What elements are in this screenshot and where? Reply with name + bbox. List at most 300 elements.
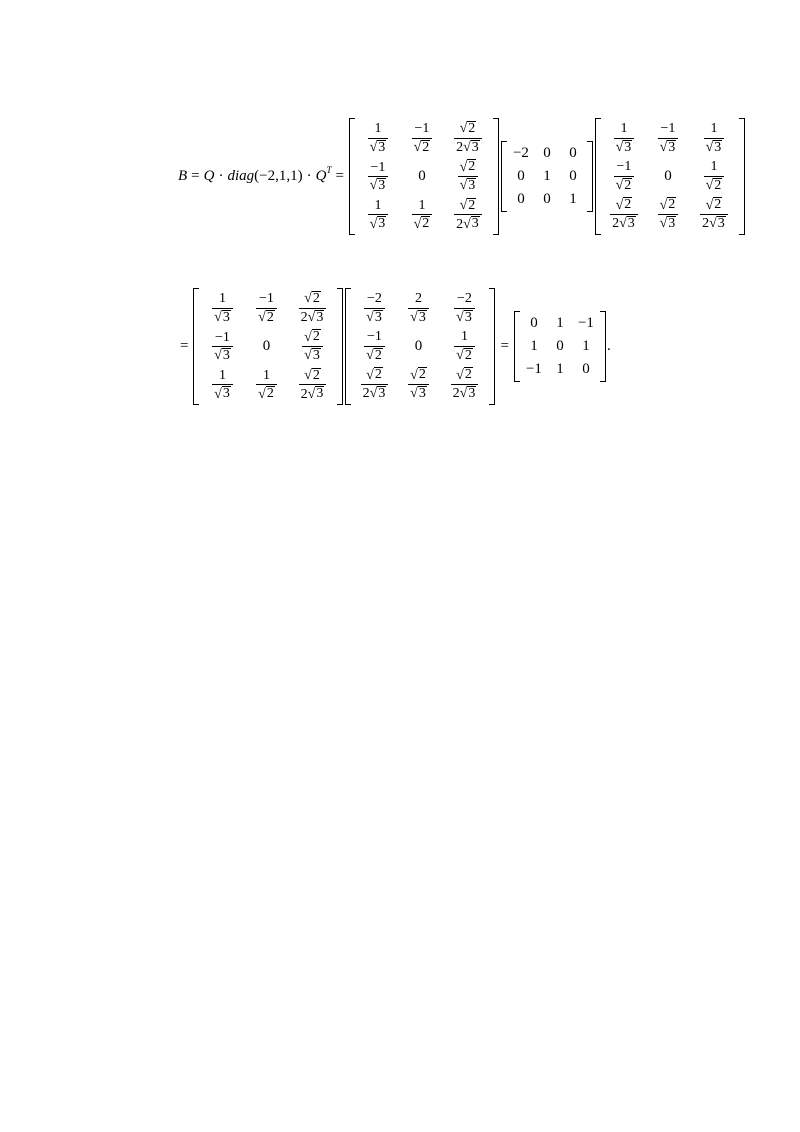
denominator [454, 214, 482, 232]
radicand: 2 [312, 329, 320, 345]
matrix-entry [364, 329, 385, 363]
denominator [614, 176, 635, 194]
radicand: 3 [714, 139, 722, 155]
radicand: 3 [374, 309, 382, 325]
equation-line-2 [176, 288, 611, 405]
matrix-entry [368, 121, 389, 155]
radical-sign: √ [369, 216, 378, 232]
denominator [704, 138, 725, 156]
matrix-d-qt-product [345, 288, 495, 405]
fraction [364, 329, 385, 363]
denominator [299, 384, 327, 402]
matrix-entry [212, 330, 233, 364]
numerator [658, 121, 677, 137]
radical-sign: √ [459, 159, 468, 175]
matrix-entry [412, 198, 433, 232]
fraction [212, 368, 233, 402]
sqrt-expression [258, 310, 275, 326]
radical-sign: √ [413, 216, 422, 232]
matrix-entry [364, 291, 385, 325]
radicand: 3 [624, 139, 632, 155]
matrix-entry [614, 159, 635, 193]
numerator [459, 329, 470, 345]
math-text: 1 [710, 121, 718, 137]
math-text: 1 [262, 367, 270, 383]
matrix-entry: 0 [418, 168, 426, 185]
radicand: 3 [316, 309, 324, 325]
sqrt-expression [414, 140, 431, 156]
matrix-q-transpose [595, 118, 745, 235]
fraction [451, 367, 479, 401]
fraction [412, 121, 433, 155]
numerator [704, 197, 725, 214]
matrix-entry [412, 121, 433, 155]
coefficient: 2 [362, 386, 370, 402]
variable-q-transpose: Q [315, 168, 327, 185]
denominator [368, 176, 389, 194]
denominator [212, 346, 233, 364]
radical-sign: √ [705, 197, 714, 213]
radicand: 2 [468, 159, 476, 175]
matrix-entry: 0 [517, 168, 525, 185]
fraction [299, 368, 327, 402]
radicand: 2 [418, 367, 426, 383]
numerator [454, 367, 475, 384]
radicand: 3 [312, 348, 320, 364]
denominator [256, 384, 277, 402]
matrix-entry [454, 121, 482, 155]
sqrt-expression [214, 310, 231, 326]
fraction [614, 159, 635, 193]
radical-sign: √ [410, 367, 418, 383]
denominator [256, 308, 277, 326]
radicand: 2 [468, 121, 476, 136]
numerator [365, 329, 384, 345]
math-text: −2 [457, 291, 472, 307]
matrix-entry: 0 [517, 191, 525, 208]
math-text: 1 [218, 291, 226, 307]
matrix-entry [299, 368, 327, 402]
fraction [454, 198, 482, 232]
fraction [361, 367, 389, 401]
numerator [416, 198, 427, 214]
radicand: 2 [374, 347, 382, 363]
sqrt-expression [456, 216, 480, 232]
math-text: 1 [374, 121, 382, 137]
matrix-entry: 0 [664, 167, 672, 184]
numerator [458, 198, 479, 215]
radicand: 2 [374, 367, 382, 383]
radical-sign: √ [615, 178, 624, 194]
math-text: −1 [215, 329, 230, 345]
fraction [212, 291, 233, 325]
math-text: −1 [616, 159, 632, 175]
sqrt-expression [366, 348, 383, 364]
fraction [302, 329, 323, 363]
dot-operator-2: · [306, 168, 312, 185]
denominator [368, 138, 389, 156]
matrix-entry [454, 329, 475, 363]
sqrt-expression [304, 329, 321, 345]
matrix-entry [614, 121, 635, 155]
matrix-entry [704, 159, 725, 193]
sqrt-expression [660, 197, 677, 213]
matrix-entry: 0 [556, 338, 564, 355]
sqrt-expression [706, 140, 723, 156]
radicand: 3 [418, 309, 426, 325]
fraction [614, 121, 635, 155]
fraction [368, 121, 389, 155]
numerator [618, 121, 629, 137]
sqrt-expression [366, 367, 383, 383]
radical-sign: √ [366, 309, 374, 325]
denominator [408, 308, 429, 326]
matrix-entry [700, 197, 728, 231]
fraction [412, 198, 433, 232]
numerator [217, 291, 228, 307]
sqrt-expression [616, 140, 633, 156]
radical-sign: √ [214, 309, 222, 325]
denominator [212, 384, 233, 402]
numerator [614, 159, 633, 175]
numerator [455, 291, 474, 307]
radical-sign: √ [615, 197, 624, 213]
coefficient: 2 [300, 386, 308, 402]
coefficient: 2 [456, 139, 464, 155]
fraction [364, 291, 385, 325]
radicand: 2 [312, 367, 320, 383]
matrix-entry: −1 [577, 315, 594, 332]
radicand: 2 [714, 177, 722, 193]
fraction [704, 121, 725, 155]
denominator [361, 384, 389, 402]
fraction [368, 160, 389, 194]
variable-q: Q [203, 168, 215, 185]
denominator [704, 176, 725, 194]
radical-sign: √ [410, 309, 418, 325]
numerator [708, 159, 719, 175]
fraction [368, 198, 389, 232]
radical-sign: √ [456, 309, 464, 325]
matrix-entry: 0 [582, 361, 590, 378]
math-text: 1 [620, 121, 628, 137]
radicand: 2 [668, 197, 676, 213]
denominator [658, 214, 679, 232]
sqrt-expression [214, 348, 231, 364]
radicand: 3 [222, 309, 230, 325]
radical-sign: √ [456, 367, 464, 383]
coefficient: 2 [300, 309, 308, 325]
equals-sign: = [191, 168, 200, 185]
numerator [302, 368, 323, 385]
radicand: 2 [464, 347, 472, 363]
math-text: −1 [259, 291, 274, 307]
period: . [606, 338, 611, 355]
radical-sign: √ [459, 178, 468, 194]
radical-sign: √ [304, 368, 312, 384]
fraction [610, 197, 638, 231]
radical-sign: √ [410, 386, 418, 402]
denominator [451, 384, 479, 402]
sqrt-expression [460, 159, 477, 175]
sqrt-expression [456, 310, 473, 326]
radical-sign: √ [659, 139, 668, 155]
radicand: 3 [378, 386, 386, 402]
sqrt-expression [410, 386, 427, 402]
radicand: 3 [627, 216, 635, 232]
radical-sign: √ [304, 291, 312, 307]
radicand: 3 [668, 216, 676, 232]
denominator [299, 308, 327, 326]
radical-sign: √ [619, 216, 627, 232]
equation-line-1 [178, 118, 746, 235]
denominator [610, 214, 638, 232]
denominator [364, 346, 385, 364]
denominator [700, 214, 728, 232]
fraction [256, 291, 277, 325]
numerator [408, 367, 429, 384]
sqrt-expression [453, 386, 477, 402]
fraction [454, 329, 475, 363]
matrix-entry: 0 [569, 145, 577, 162]
sqrt-expression [410, 367, 427, 383]
denominator [454, 308, 475, 326]
radical-sign: √ [214, 348, 222, 364]
math-text: −1 [414, 121, 430, 137]
matrix-q [349, 118, 499, 235]
sqrt-expression [410, 310, 427, 326]
radical-sign: √ [366, 367, 374, 383]
denominator [458, 176, 479, 194]
radicand: 2 [464, 367, 472, 383]
fraction [212, 330, 233, 364]
sqrt-expression [460, 121, 477, 137]
sqrt-expression [616, 178, 633, 194]
sqrt-expression [370, 140, 387, 156]
matrix-entry: 0 [543, 191, 551, 208]
matrix-entry [361, 367, 389, 401]
sqrt-expression [258, 386, 275, 402]
math-text: −1 [370, 159, 386, 175]
denominator [614, 138, 635, 156]
numerator [372, 198, 383, 214]
matrix-entry: 0 [414, 337, 423, 354]
sqrt-expression [366, 310, 383, 326]
radicand: 3 [471, 139, 479, 155]
radical-sign: √ [459, 121, 468, 137]
matrix-entry: 1 [530, 338, 538, 355]
matrix-entry [299, 291, 327, 325]
denominator [408, 384, 429, 402]
diag-function: diag [227, 168, 255, 185]
sqrt-expression [612, 216, 636, 232]
matrix-entry [658, 197, 679, 231]
radical-sign: √ [369, 178, 378, 194]
coefficient: 2 [612, 216, 620, 232]
matrix-entry: 1 [556, 361, 564, 378]
radical-sign: √ [258, 386, 266, 402]
numerator [217, 368, 228, 384]
radicand: 3 [464, 309, 472, 325]
matrix-entry [368, 160, 389, 194]
fraction [658, 197, 679, 231]
fraction [299, 291, 327, 325]
numerator [368, 160, 387, 176]
numerator [658, 197, 679, 214]
numerator [302, 291, 323, 308]
math-text: −2 [367, 291, 382, 307]
coefficient: 2 [702, 216, 710, 232]
math-text: −1 [367, 329, 382, 345]
denominator [412, 214, 433, 232]
transpose-superscript: T [326, 164, 332, 175]
math-text: 1 [218, 367, 226, 383]
radical-sign: √ [659, 216, 668, 232]
denominator [302, 346, 323, 364]
sqrt-expression [214, 386, 231, 402]
radicand: 2 [266, 309, 274, 325]
matrix-entry [704, 121, 725, 155]
radicand: 2 [312, 291, 320, 306]
matrix-entry [408, 367, 429, 401]
matrix-entry: 1 [556, 315, 564, 332]
radical-sign: √ [369, 386, 378, 402]
radical-sign: √ [369, 139, 378, 155]
numerator [257, 291, 276, 307]
numerator [213, 330, 232, 346]
radicand: 2 [714, 197, 722, 213]
math-text: 1 [374, 197, 382, 213]
denominator [368, 214, 389, 232]
matrix-entry [212, 368, 233, 402]
sqrt-expression [414, 216, 431, 232]
matrix-entry [368, 198, 389, 232]
sqrt-expression [706, 197, 723, 213]
radicand: 2 [624, 197, 632, 213]
denominator [412, 138, 433, 156]
matrix-entry [658, 121, 679, 155]
radicand: 3 [471, 216, 479, 232]
sqrt-expression [706, 178, 723, 194]
matrix-entry [302, 329, 323, 363]
radicand: 3 [378, 139, 386, 155]
dot-operator: · [218, 168, 224, 185]
numerator [372, 121, 383, 137]
numerator [365, 291, 384, 307]
sqrt-expression [616, 197, 633, 213]
fraction [408, 291, 429, 325]
sqrt-expression [702, 216, 726, 232]
fraction [658, 121, 679, 155]
fraction [700, 197, 728, 231]
matrix-entry: 1 [582, 338, 590, 355]
matrix-entry: 0 [543, 145, 551, 162]
radicand: 2 [422, 216, 430, 232]
radical-sign: √ [304, 348, 312, 364]
radicand: 3 [222, 386, 230, 402]
radical-sign: √ [463, 216, 471, 232]
diag-arguments: (−2,1,1) [254, 168, 303, 185]
radicand: 3 [418, 386, 426, 402]
radicand: 3 [468, 386, 476, 402]
matrix-entry: 0 [262, 338, 271, 355]
numerator [458, 159, 479, 176]
matrix-q-2 [193, 288, 343, 405]
sqrt-expression [456, 348, 473, 364]
radicand: 2 [422, 139, 430, 155]
matrix-b-result [514, 311, 606, 382]
matrix-entry: 1 [569, 191, 577, 208]
numerator [413, 291, 424, 307]
sqrt-expression [660, 140, 677, 156]
sqrt-expression [301, 386, 325, 402]
sqrt-expression [304, 348, 321, 364]
radical-sign: √ [307, 386, 316, 402]
denominator [212, 308, 233, 326]
radical-sign: √ [366, 348, 374, 364]
numerator [302, 329, 323, 346]
matrix-entry: 1 [543, 168, 551, 185]
radical-sign: √ [705, 178, 714, 194]
radicand: 3 [378, 216, 386, 232]
sqrt-expression [456, 140, 480, 156]
matrix-entry [610, 197, 638, 231]
radical-sign: √ [459, 198, 468, 214]
math-text: 1 [460, 329, 468, 345]
numerator [458, 121, 479, 138]
sqrt-expression [456, 367, 473, 383]
sqrt-expression [370, 178, 387, 194]
radicand: 3 [316, 386, 324, 402]
matrix-entry [458, 159, 479, 193]
radical-sign: √ [258, 309, 266, 325]
math-text: 1 [710, 159, 718, 175]
radicand: 3 [668, 139, 676, 155]
matrix-entry [256, 291, 277, 325]
sqrt-expression [304, 368, 321, 384]
matrix-entry [408, 291, 429, 325]
fraction [454, 291, 475, 325]
equals-sign-4: = [500, 338, 509, 355]
math-text: 1 [418, 197, 426, 213]
radical-sign: √ [456, 348, 464, 364]
radical-sign: √ [659, 197, 668, 213]
math-text: 2 [414, 291, 422, 307]
radical-sign: √ [307, 309, 316, 325]
radical-sign: √ [463, 139, 471, 155]
numerator [412, 121, 431, 137]
radicand: 2 [468, 197, 476, 213]
fraction [408, 367, 429, 401]
fraction [458, 159, 479, 193]
radicand: 3 [717, 216, 725, 232]
math-text: −1 [660, 121, 676, 137]
matrix-entry [212, 291, 233, 325]
matrix-entry [256, 368, 277, 402]
sqrt-expression [460, 198, 477, 214]
matrix-entry [454, 198, 482, 232]
radicand: 2 [624, 177, 632, 193]
radicand: 3 [468, 178, 476, 194]
radical-sign: √ [304, 329, 312, 345]
matrix-entry: 0 [569, 168, 577, 185]
radical-sign: √ [214, 386, 222, 402]
equals-sign-2: = [335, 168, 344, 185]
radical-sign: √ [459, 386, 468, 402]
numerator [614, 197, 635, 214]
variable-b: B [178, 168, 188, 185]
sqrt-expression [460, 178, 477, 194]
